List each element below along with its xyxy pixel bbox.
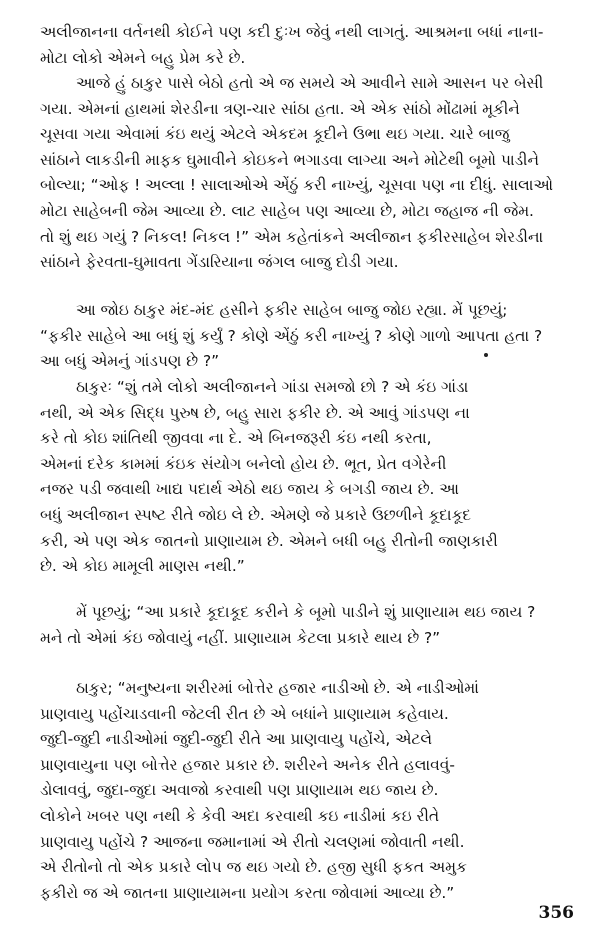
text-line: “ફકીર સાહેબે આ બધું શું કર્યું ? કોણે એંઠું કરી નાખ્યું ? કોણે ગાળો આપતા હતા ?	[40, 326, 543, 345]
text-line: ગયા. એમનાં હાથમાં શેરડીના ત્રણ-ચાર સાંઠા હતા. એ એક સાંઠો મોંઢામાં મૂકીને	[40, 99, 520, 118]
text-line: જુદી-જુદી નાડીઓમાં જુદી-જુદી રીતે આ પ્રાણવાયુ પહોંચે, એટલે	[40, 730, 433, 749]
text-line: મોટા લોકો એમને બહુ પ્રેમ કરે છે.	[40, 48, 246, 67]
text-line: બધું અલીજાન સ્પષ્ટ રીતે જોઇ લે છે. એમણે જે પ્રકારે ઉછળીને કૂદાકૂદ	[40, 505, 472, 524]
text-line: છે. એ કોઇ મામૂલી માણસ નથી.”	[40, 557, 245, 576]
text-line: પ્રાણવાયુના પણ બોત્તેર હજાર પ્રકાર છે. શરીરને અનેક રીતે હલાવવું-	[40, 755, 455, 774]
text-line: ચૂસવા ગયા એવામાં કંઇ થયું એટલે એકદમ કૂદીને ઉભા થઇ ગયા. ચારે બાજુ	[40, 125, 510, 144]
text-line: પ્રાણવાયુ પહોંચાડવાની જેટલી રીત છે એ બધાંને પ્રાણાયામ કહેવાય.	[40, 704, 449, 723]
text-line: ફકીરો જ એ જાતના પ્રાણાયામના પ્રયોગ કરતા જોવામાં આવ્યા છે.”	[40, 883, 455, 902]
print-speck	[484, 353, 488, 357]
text-line: ઠાકુરઃ “શું તમે લોકો અલીજાનને ગાંડા સમજો છો ? એ કંઇ ગાંડા	[76, 378, 469, 396]
text-line: ઠાકુર; “મનુષ્યના શરીરમાં બોત્તેર હજાર નાડીઓ છે. એ નાડીઓમાં	[76, 679, 479, 697]
text-line: સાંઠાને લાકડીની માફક ઘુમાવીને કોઇકને ભગાડવા લાગ્યા અને મોટેથી બૂમો પાડીને	[40, 150, 539, 169]
text-line: આ જોઇ ઠાકુર મંદ-મંદ હસીને ફકીર સાહેબ બાજુ જોઇ રહ્યા. મેં પૂછયું;	[76, 301, 508, 319]
paragraph-1	[40, 20, 566, 71]
text-line: ડોલાવવું, જુદા-જુદા અવાજો કરવાથી પણ પ્રાણાયામ થઇ જાય છે.	[40, 781, 439, 800]
paragraph-5	[40, 600, 566, 651]
text-line: આ બધું એમનું ગાંડપણ છે ?”	[40, 352, 220, 371]
page-number: 356	[538, 903, 574, 923]
paragraph-6	[40, 676, 566, 906]
text-line: કરે તો કોઇ શાંતિથી જીવવા ના દે. એ બિનજરૂરી કંઇ નથી કરતા,	[40, 429, 432, 448]
text-line: તો શું થઇ ગયું ? નિકલ! નિકલ !” એમ કહેતાંકને અલીજાન ફકીરસાહેબ શેરડીના	[40, 227, 544, 246]
text-line: પ્રાણવાયુ પહોંચે ? આજના જમાનામાં એ રીતો ચલણમાં જોવાતી નથી.	[40, 832, 465, 851]
text-line: નજર પડી જવાથી ખાદ્ય પદાર્થ એઠો થઇ જાય કે બગડી જાય છે. આ	[40, 480, 459, 499]
text-line: એ રીતોનો તો એક પ્રકારે લોપ જ થઇ ગયો છે. હજી સુધી ફકત અમુક	[40, 858, 467, 877]
text-line: એમનાં દરેક કામમાં કંઇક સંયોગ બનેલો હોય છે. ભૂત, પ્રેત વગેરેની	[40, 454, 447, 473]
paragraph-2	[40, 71, 566, 276]
paragraph-3	[40, 298, 566, 375]
text-line: મને તો એમાં કંઇ જોવાયું નહીં. પ્રાણાયામ કેટલા પ્રકારે થાય છે ?”	[40, 628, 441, 647]
text-line: લોકોને ખબર પણ નથી કે કેવી અદા કરવાથી કઇ નાડીમાં કઇ રીતે	[40, 806, 440, 825]
text-line: નથી, એ એક સિદ્ધ પુરુષ છે, બહુ સારા ફકીર છે. એ આવું ગાંડપણ ના	[40, 403, 470, 422]
text-line: આજે હું ઠાકુર પાસે બેઠો હતો એ જ સમયે એ આવીને સામે આસન પર બેસી	[76, 74, 544, 92]
paragraph-4	[40, 375, 566, 580]
text-line: બોલ્યા; “ઓફ ! અલ્લા ! સાલાઓએ એંઠું કરી નાખ્યું, ચૂસવા પણ ના દીધું. સાલાઓ	[40, 176, 553, 195]
text-line: કરી, એ પણ એક જાતનો પ્રાણાયામ છે. એમને બધી બહુ રીતોની જાણકારી	[40, 531, 498, 550]
text-line: સાંઠાને ફેરવતા-ઘુમાવતા ગેંડારિયાના જંગલ બાજુ દોડી ગયા.	[40, 253, 399, 272]
text-line: મોટા સાહેબની જેમ આવ્યા છે. લાટ સાહેબ પણ આવ્યા છે, મોટા જહાજ ની જેમ.	[40, 201, 534, 220]
text-line: મેં પૂછયું; “આ પ્રકારે કૂદાકૂદ કરીને કે બૂમો પાડીને શું પ્રાણાયામ થઇ જાય ?	[76, 603, 536, 621]
text-line: અલીજાનના વર્તનથી કોઈને પણ કદી દુઃખ જેવું નથી લાગતું. આશ્રમના બધાં નાના-	[40, 23, 544, 41]
